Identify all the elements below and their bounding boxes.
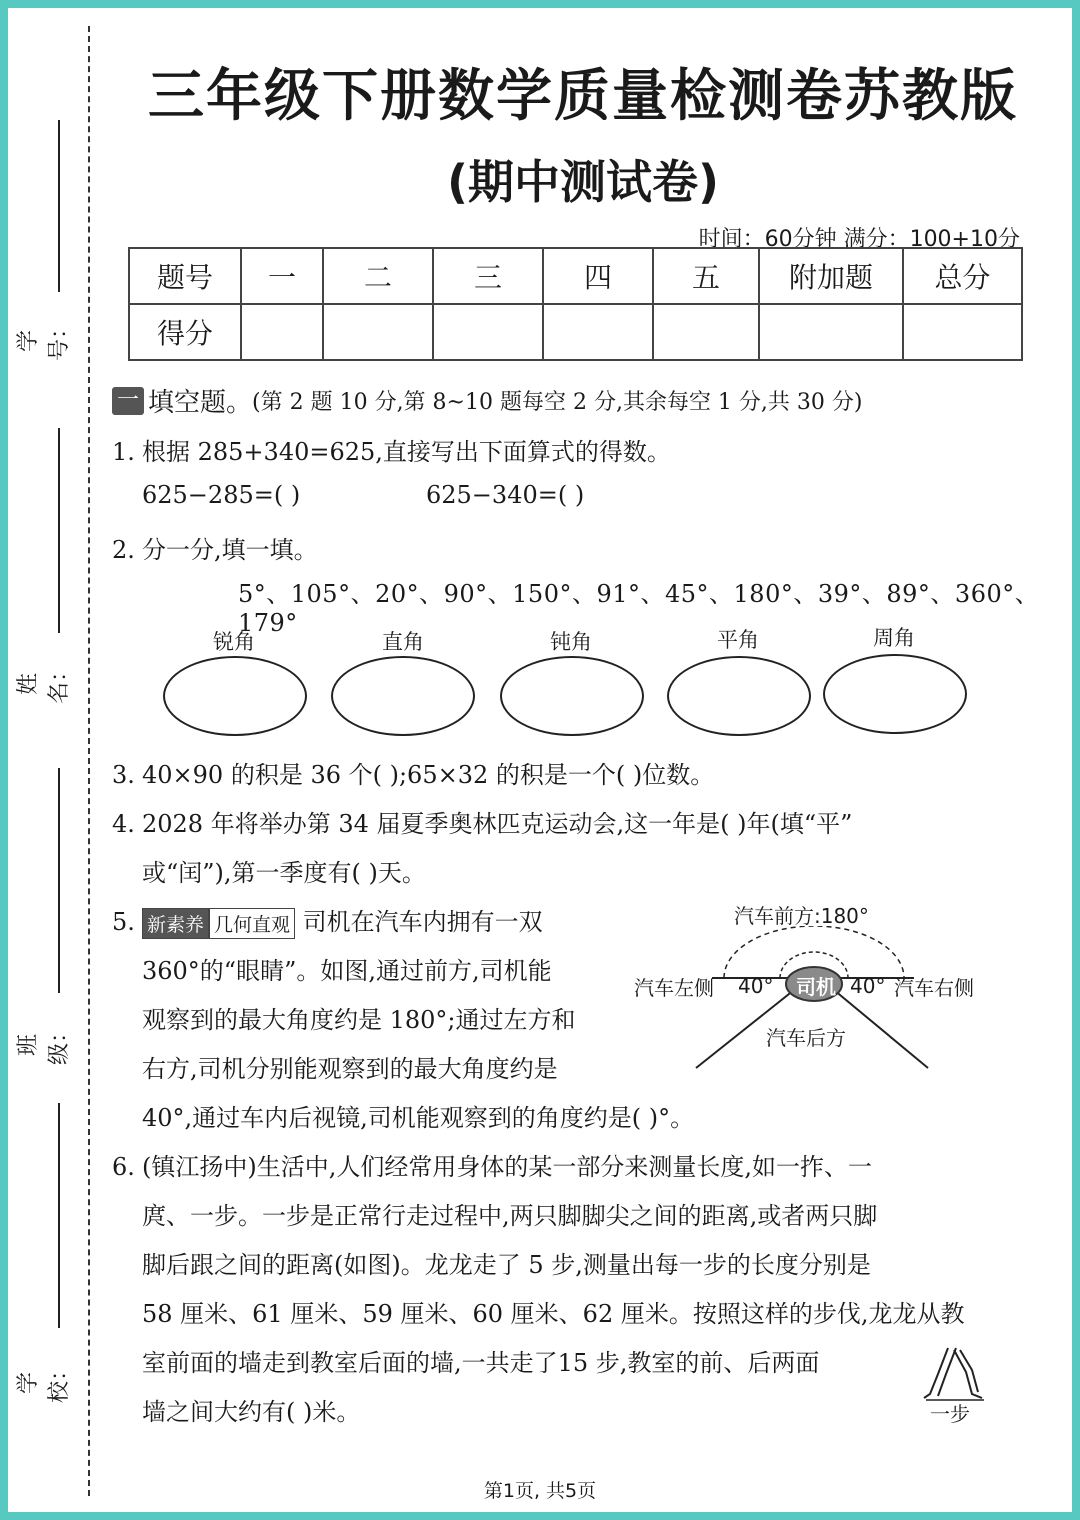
- category-label-straight: 平角: [717, 628, 759, 652]
- score-input-cell[interactable]: [241, 304, 323, 360]
- score-input-cell[interactable]: [543, 304, 653, 360]
- page-subtitle: (期中测试卷): [446, 155, 720, 209]
- angle-list: 5°、105°、20°、90°、150°、91°、45°、180°、39°、89°、360°、179°: [238, 580, 1040, 637]
- label-right-side: 汽车右侧: [894, 976, 974, 1000]
- question-4: [112, 804, 852, 839]
- score-table-cell: 二: [323, 248, 433, 304]
- question-6-line4: 58 厘米、61 厘米、59 厘米、60 厘米、62 厘米。按照这样的步伐,龙龙从教: [142, 1300, 965, 1328]
- question-text-line1: 2028 年将举办第 34 届夏季奥林匹克运动会,这一年是( )年(填“平”: [142, 810, 853, 838]
- question-number: 6.: [112, 1153, 135, 1181]
- question-number: 2.: [112, 536, 135, 564]
- category-label-full: 周角: [873, 626, 915, 650]
- exam-page: [8, 8, 1072, 1512]
- question-number: 4.: [112, 810, 135, 838]
- rear-view-line-right: [834, 990, 928, 1068]
- label-left-side: 汽车左侧: [634, 976, 714, 1000]
- question-3: [112, 755, 714, 790]
- category-label-obtuse: 钝角: [550, 630, 592, 654]
- walking-legs-icon: [920, 1344, 990, 1406]
- question-5: [112, 902, 543, 939]
- name-label: 姓名：: [16, 659, 72, 704]
- question-6-line6: 墙之间大约有( )米。: [142, 1398, 361, 1426]
- question-number: 1.: [112, 438, 135, 466]
- question-number: 5.: [112, 908, 135, 936]
- tag-new-literacy: 新素养: [142, 908, 209, 939]
- q1-expression-b: 625−340=( ): [426, 481, 585, 509]
- question-5-line5: 40°,通过车内后视镜,司机能观察到的角度约是( )°。: [142, 1104, 695, 1132]
- question-text: 根据 285+340=625,直接写出下面算式的得数。: [142, 438, 671, 466]
- score-table-cell: 得分: [129, 304, 241, 360]
- score-table: [128, 247, 1023, 361]
- label-back: 汽车后方: [766, 1026, 846, 1050]
- exam-meta: 时间：60分钟 满分：100+10分: [698, 227, 1020, 252]
- label-front: 汽车前方:180°: [734, 904, 869, 928]
- score-table-cell: 总分: [903, 248, 1022, 304]
- label-left-angle: 40°: [738, 974, 774, 998]
- question-text: 分一分,填一填。: [142, 536, 318, 564]
- class-line: [58, 768, 60, 993]
- answer-oval-full[interactable]: [823, 654, 967, 734]
- q1-expression-a: 625−285=( ): [142, 481, 301, 509]
- section-heading: [112, 382, 863, 419]
- question-4-line2: 或“闰”),第一季度有( )天。: [142, 859, 426, 887]
- score-table-cell: 一: [241, 248, 323, 304]
- category-label-right: 直角: [382, 630, 424, 654]
- class-label: 班级：: [16, 1020, 72, 1065]
- section-title: 填空题。: [148, 388, 253, 418]
- answer-oval-obtuse[interactable]: [500, 656, 644, 736]
- name-line: [58, 428, 60, 633]
- score-input-cell[interactable]: [903, 304, 1022, 360]
- driver-view-diagram: [634, 926, 994, 1076]
- question-number: 3.: [112, 761, 135, 789]
- category-label-acute: 锐角: [213, 630, 255, 654]
- question-text-line1: (镇江扬中)生活中,人们经常用身体的某一部分来测量长度,如一拃、一: [142, 1153, 872, 1181]
- section-number-badge: 一: [112, 387, 144, 415]
- answer-oval-straight[interactable]: [667, 656, 811, 736]
- school-line: [58, 1103, 60, 1328]
- score-table-score-row: [129, 304, 1022, 360]
- binding-cut-line: [88, 26, 90, 1496]
- question-6-line3: 脚后跟之间的距离(如图)。龙龙走了 5 步,测量出每一步的长度分别是: [142, 1251, 871, 1279]
- question-6-line5: 室前面的墙走到教室后面的墙,一共走了15 步,教室的前、后两面: [142, 1349, 820, 1377]
- tag-geometry-intuition: 几何直观: [209, 908, 295, 939]
- question-5-line2: 360°的“眼睛”。如图,通过前方,司机能: [142, 957, 552, 985]
- question-6: [112, 1147, 872, 1182]
- score-table-cell: 题号: [129, 248, 241, 304]
- answer-oval-acute[interactable]: [163, 656, 307, 736]
- page-title: 三年级下册数学质量检测卷苏教版: [148, 64, 1018, 129]
- score-table-cell: 三: [433, 248, 543, 304]
- step-figure-label: 一步: [930, 1402, 970, 1426]
- score-table-header-row: [129, 248, 1022, 304]
- school-label: 学校：: [16, 1358, 72, 1403]
- score-input-cell[interactable]: [759, 304, 903, 360]
- question-text: 40×90 的积是 36 个( );65×32 的积是一个( )位数。: [142, 761, 715, 789]
- score-table-cell: 五: [653, 248, 759, 304]
- label-right-angle: 40°: [850, 974, 886, 998]
- student-id-line: [58, 120, 60, 292]
- question-2: [112, 530, 318, 565]
- section-note: (第 2 题 10 分,第 8~10 题每空 2 分,其余每空 1 分,共 30 分): [252, 390, 863, 415]
- label-driver: 司机: [796, 975, 836, 999]
- question-text-line1: 司机在汽车内拥有一双: [302, 908, 543, 936]
- question-1: [112, 432, 671, 467]
- score-table-cell: 附加题: [759, 248, 903, 304]
- question-5-line3: 观察到的最大角度约是 180°;通过左方和: [142, 1006, 576, 1034]
- page-footer: 第1页, 共5页: [483, 1480, 597, 1502]
- question-6-line2: 庹、一步。一步是正常行走过程中,两只脚脚尖之间的距离,或者两只脚: [142, 1202, 878, 1230]
- answer-oval-right[interactable]: [331, 656, 475, 736]
- score-table-cell: 四: [543, 248, 653, 304]
- student-id-label: 学号：: [16, 316, 72, 361]
- score-input-cell[interactable]: [433, 304, 543, 360]
- score-input-cell[interactable]: [323, 304, 433, 360]
- question-5-line4: 右方,司机分别能观察到的最大角度约是: [142, 1055, 558, 1083]
- score-input-cell[interactable]: [653, 304, 759, 360]
